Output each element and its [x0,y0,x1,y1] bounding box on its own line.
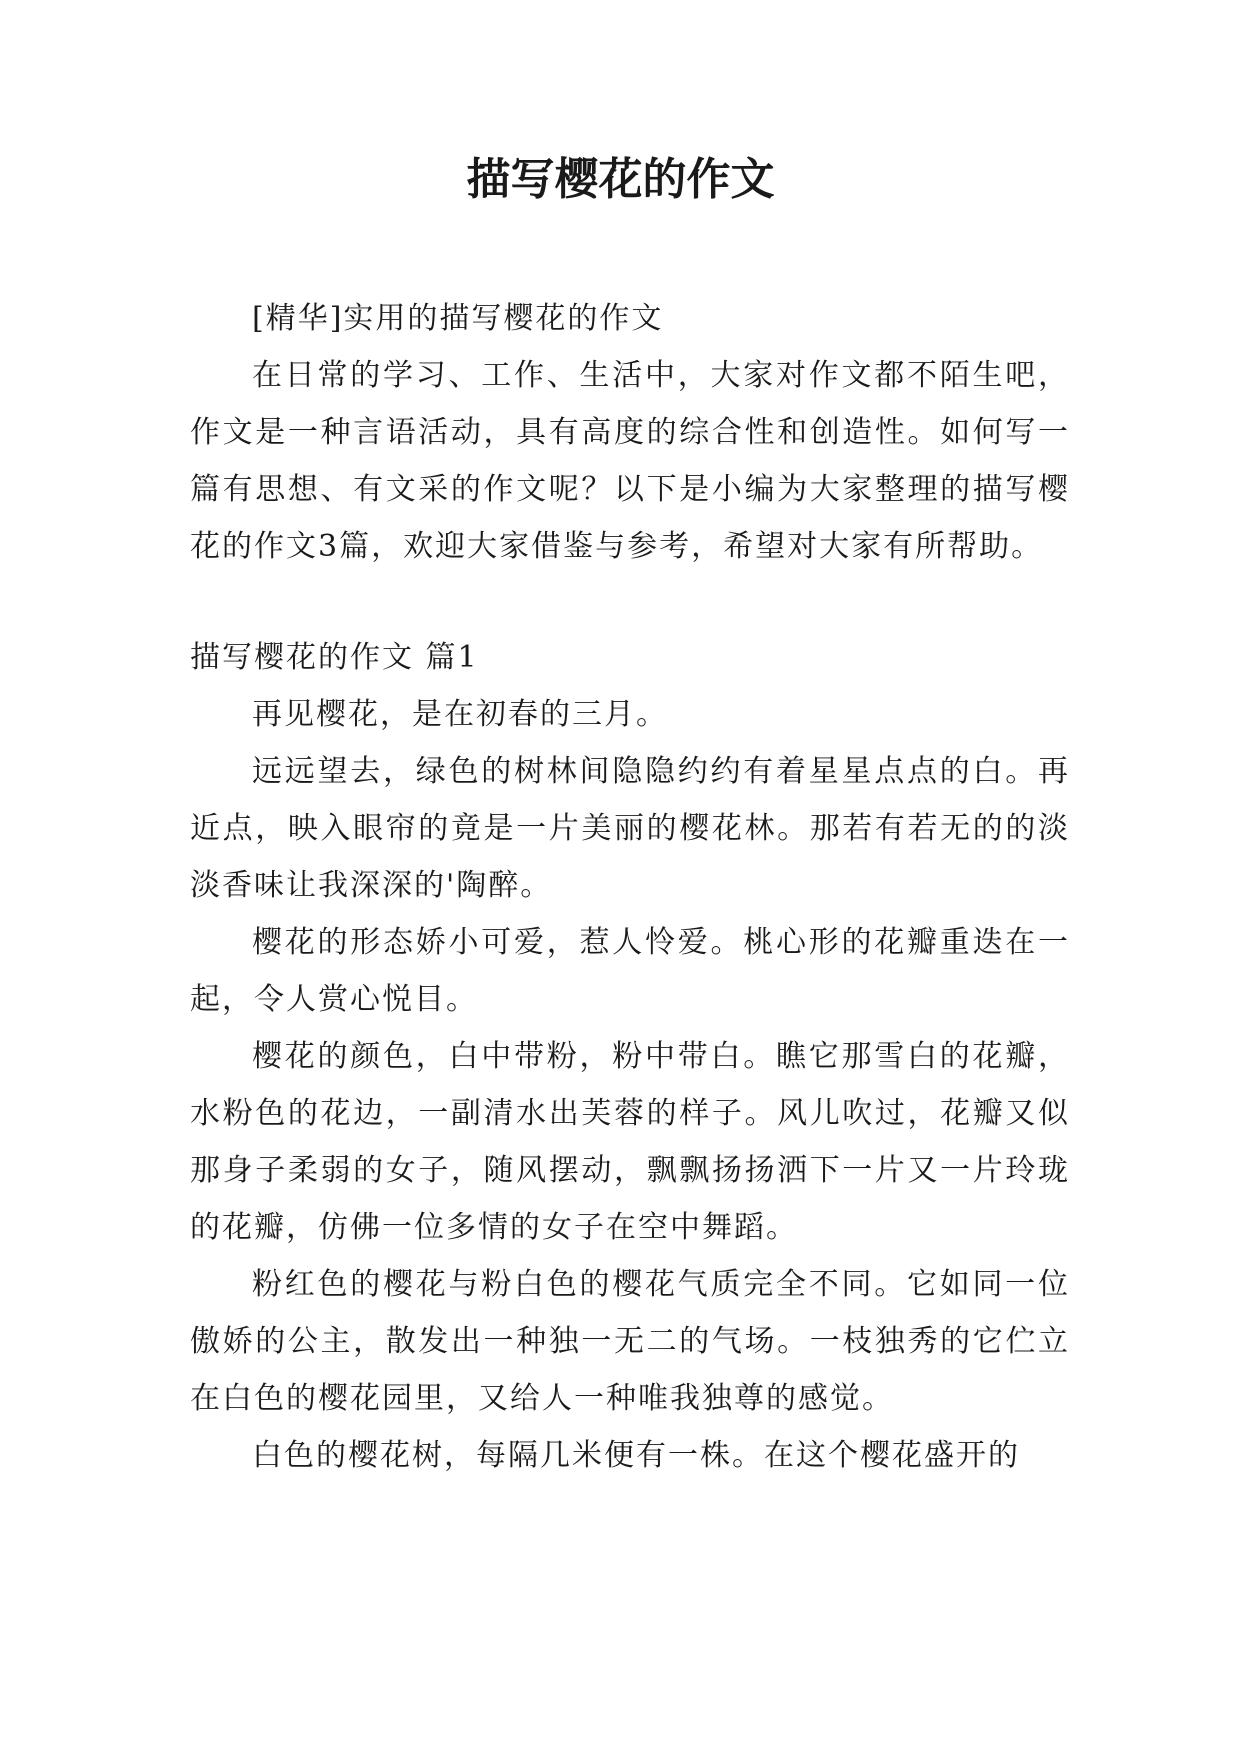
section-spacer [190,575,1070,629]
document-title: 描写樱花的作文 [466,154,775,205]
body-paragraph: 再见樱花，是在初春的三月。 [252,697,668,732]
body-paragraph: 樱花的颜色，白中带粉，粉中带白。瞧它那雪白的花瓣，水粉色的花边，一副清水出芙蓉的样子。风儿吹过，花瓣又似那身子柔弱的女子，随风摆动，飘飘扬扬洒下一片又一片玲珑的花瓣，仿佛一位多情的女子在空中舞蹈。 [190,1039,1070,1245]
document-body [190,290,1070,1484]
body-paragraph: 白色的樱花树，每隔几米便有一株。在这个樱花盛开的 [252,1438,1020,1473]
body-paragraph: 远远望去，绿色的树林间隐隐约约有着星星点点的白。再近点，映入眼帘的竟是一片美丽的樱花林。那若有若无的的淡淡香味让我深深的'陶醉。 [190,754,1070,903]
intro-subtitle: [精华]实用的描写樱花的作文 [252,301,664,336]
body-paragraph: 樱花的形态娇小可爱，惹人怜爱。桃心形的花瓣重迭在一起，令人赏心悦目。 [190,925,1070,1017]
body-paragraph: 粉红色的樱花与粉白色的樱花气质完全不同。它如同一位傲娇的公主，散发出一种独一无二的气场。一枝独秀的它伫立在白色的樱花园里，又给人一种唯我独尊的感觉。 [190,1267,1070,1416]
section-heading: 描写樱花的作文 篇1 [190,640,479,675]
intro-paragraph: 在日常的学习、工作、生活中，大家对作文都不陌生吧，作文是一种言语活动，具有高度的综合性和创造性。如何写一篇有思想、有文采的作文呢？以下是小编为大家整理的描写樱花的作文3篇，欢迎大家借鉴与参考，希望对大家有所帮助。 [190,358,1070,564]
